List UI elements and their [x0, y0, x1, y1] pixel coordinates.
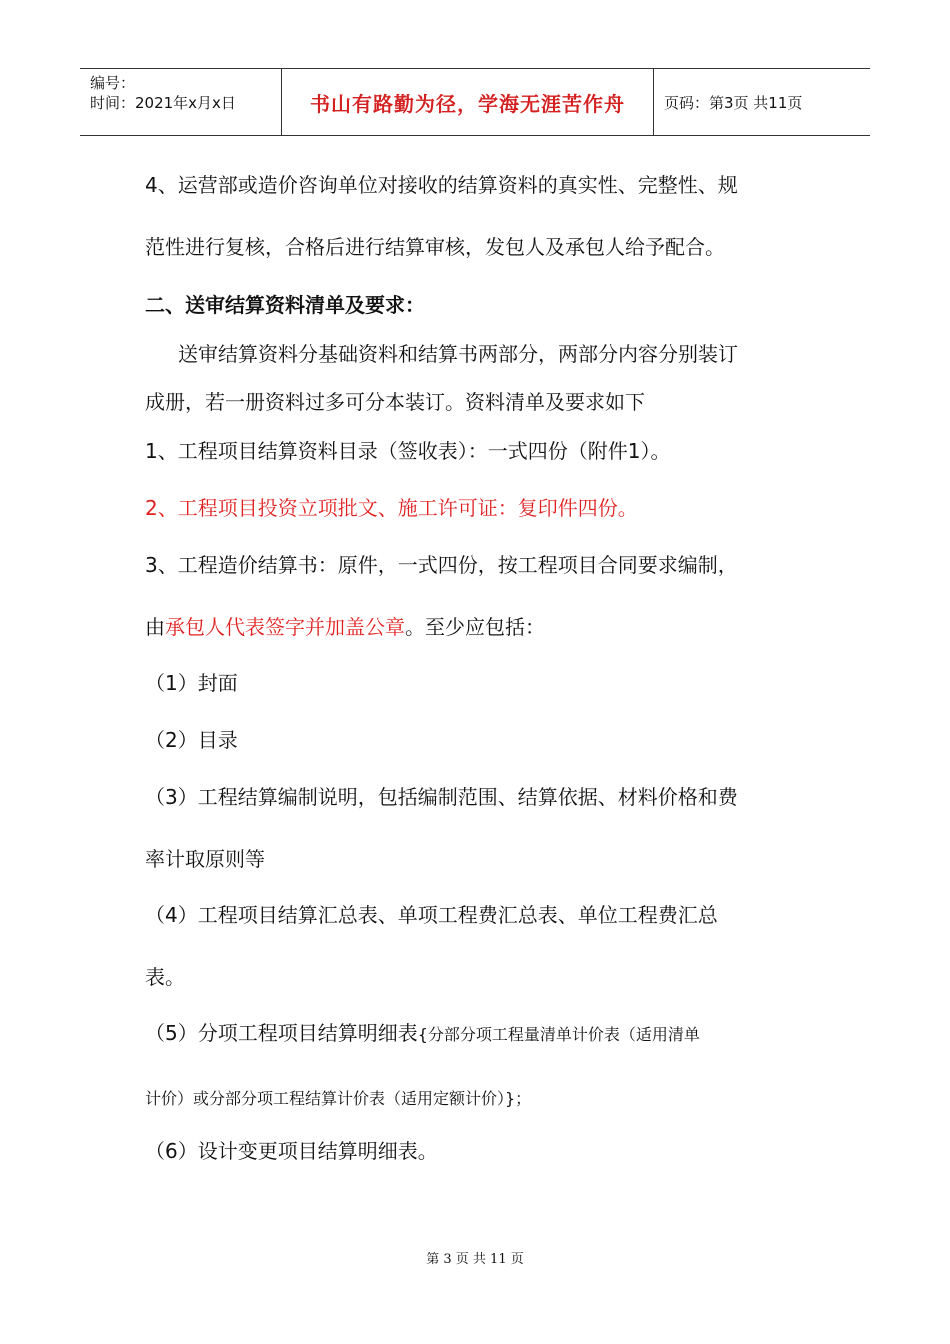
sub-item-5a	[145, 1020, 700, 1048]
item3b-post: 。至少应包括：	[405, 615, 545, 639]
sub-item-4a: （4）工程项目结算汇总表、单项工程费汇总表、单位工程费汇总	[145, 903, 718, 927]
list-item-1: 1、工程项目结算资料目录（签收表）：一式四份（附件1）。	[145, 439, 671, 463]
sub-item-4b: 表。	[145, 965, 185, 989]
intro-paragraph-b: 成册，若一册资料过多可分本装订。资料清单及要求如下	[145, 390, 645, 414]
section-heading-2: 二、送审结算资料清单及要求：	[145, 293, 425, 317]
sub-item-3b: 率计取原则等	[145, 847, 265, 871]
item3b-red: 承包人代表签字并加盖公章	[165, 615, 405, 639]
sub-item-1: （1）封面	[145, 671, 238, 695]
sub-item-3a: （3）工程结算编制说明，包括编制范围、结算依据、材料价格和费	[145, 785, 738, 809]
header-page-cell	[654, 69, 870, 135]
sub5a-main: （5）分项工程项目结算明细表	[145, 1021, 418, 1045]
sub5a-small: {分部分项工程量清单计价表（适用清单	[417, 1025, 700, 1044]
sub-item-6: （6）设计变更项目结算明细表。	[145, 1139, 438, 1163]
list-item-3a: 3、工程造价结算书：原件，一式四份，按工程项目合同要求编制，	[145, 553, 738, 577]
list-item-3b	[145, 614, 545, 640]
time-label: 时间：2021年x月x日	[90, 94, 236, 112]
paragraph-4a: 4、运营部或造价咨询单位对接收的结算资料的真实性、完整性、规	[145, 173, 738, 197]
page-info: 页码：第3页 共11页	[664, 93, 803, 112]
page-footer: 第 3 页 共 11 页	[426, 1252, 524, 1267]
item3b-pre: 由	[145, 615, 165, 639]
sub-item-2: （2）目录	[145, 728, 238, 752]
list-item-2: 2、工程项目投资立项批文、施工许可证：复印件四份。	[145, 496, 638, 520]
motto-text: 书山有路勤为径，学海无涯苦作舟	[310, 91, 625, 116]
header-motto-cell	[282, 69, 654, 135]
sub-item-5b: 计价）或分部分项工程结算计价表（适用定额计价）}；	[145, 1089, 532, 1108]
paragraph-4b: 范性进行复核，合格后进行结算审核，发包人及承包人给予配合。	[145, 235, 725, 259]
header-meta-cell	[80, 69, 282, 135]
header-table	[80, 68, 870, 136]
intro-paragraph-a: 送审结算资料分基础资料和结算书两部分，两部分内容分别装订	[178, 342, 738, 366]
number-label: 编号：	[90, 74, 136, 92]
